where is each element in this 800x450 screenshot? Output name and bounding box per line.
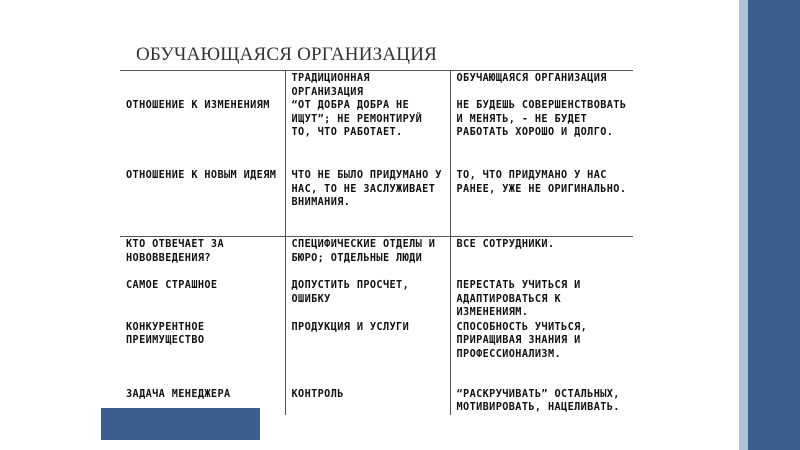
header-cell-traditional: ТРАДИЦИОННАЯ ОРГАНИЗАЦИЯ — [285, 71, 450, 100]
row-label: КОНКУРЕНТНОЕ ПРЕИМУЩЕСТВО — [120, 320, 285, 387]
table-row — [120, 278, 633, 320]
header-cell-learning: ОБУЧАЮЩАЯСЯ ОРГАНИЗАЦИЯ — [450, 71, 633, 100]
comparison-table-container — [120, 70, 633, 430]
comparison-table — [120, 70, 633, 415]
table-row — [120, 237, 633, 279]
table-header-row — [120, 71, 633, 100]
right-accent-band — [739, 0, 800, 450]
row-label: КТО ОТВЕЧАЕТ ЗА НОВОВВЕДЕНИЯ? — [120, 237, 285, 279]
table-row — [120, 168, 633, 237]
learning-cell: ПЕРЕСТАТЬ УЧИТЬСЯ И АДАПТИРОВАТЬСЯ К ИЗМЕНЕНИЯМ. — [456, 280, 581, 318]
traditional-cell: ЧТО НЕ БЫЛО ПРИДУМАНО У НАС, ТО НЕ ЗАСЛУЖИВАЕТ ВНИМАНИЯ. — [285, 168, 450, 237]
learning-cell: “РАСКРУЧИВАТЬ” ОСТАЛЬНЫХ, МОТИВИРОВАТЬ, НАЦЕЛИВАТЬ. — [456, 388, 620, 413]
row-label: САМОЕ СТРАШНОЕ — [120, 278, 285, 320]
slide-title: ОБУЧАЮЩАЯСЯ ОРГАНИЗАЦИЯ — [136, 44, 437, 65]
table-row — [120, 320, 633, 387]
row-label: ОТНОШЕНИЕ К ИЗМЕНЕНИЯМ — [120, 99, 285, 168]
row-label: ЗАДАЧА МЕНЕДЖЕРА — [120, 387, 285, 415]
traditional-cell: КОНТРОЛЬ — [285, 387, 450, 415]
traditional-cell: ПРОДУКЦИЯ И УСЛУГИ — [285, 320, 450, 387]
learning-cell: СПОСОБНОСТЬ УЧИТЬСЯ, ПРИРАЩИВАЯ ЗНАНИЯ И ПРОФЕССИОНАЛИЗМ. — [456, 321, 588, 360]
learning-cell: ТО, ЧТО ПРИДУМАНО У НАС РАНЕЕ, УЖЕ НЕ ОРИГИНАЛЬНО. — [456, 170, 627, 195]
learning-cell: НЕ БУДЕШЬ СОВЕРШЕНСТВОВАТЬ И МЕНЯТЬ, - НЕ БУДЕТ РАБОТАТЬ ХОРОШО И ДОЛГО. — [456, 100, 627, 138]
learning-cell: ВСЕ СОТРУДНИКИ. — [450, 237, 633, 279]
traditional-cell: “ОТ ДОБРА ДОБРА НЕ ИЩУТ”; НЕ РЕМОНТИРУЙ ТО, ЧТО РАБОТАЕТ. — [285, 99, 450, 168]
traditional-cell: СПЕЦИФИЧЕСКИЕ ОТДЕЛЫ И БЮРО; ОТДЕЛЬНЫЕ ЛЮДИ — [285, 237, 450, 279]
traditional-cell: ДОПУСТИТЬ ПРОСЧЕТ, ОШИБКУ — [285, 278, 450, 320]
bottom-accent-block — [101, 408, 260, 440]
header-cell-empty — [120, 71, 285, 100]
right-accent-stripe — [739, 0, 748, 450]
row-label: ОТНОШЕНИЕ К НОВЫМ ИДЕЯМ — [120, 168, 285, 237]
table-row — [120, 99, 633, 168]
